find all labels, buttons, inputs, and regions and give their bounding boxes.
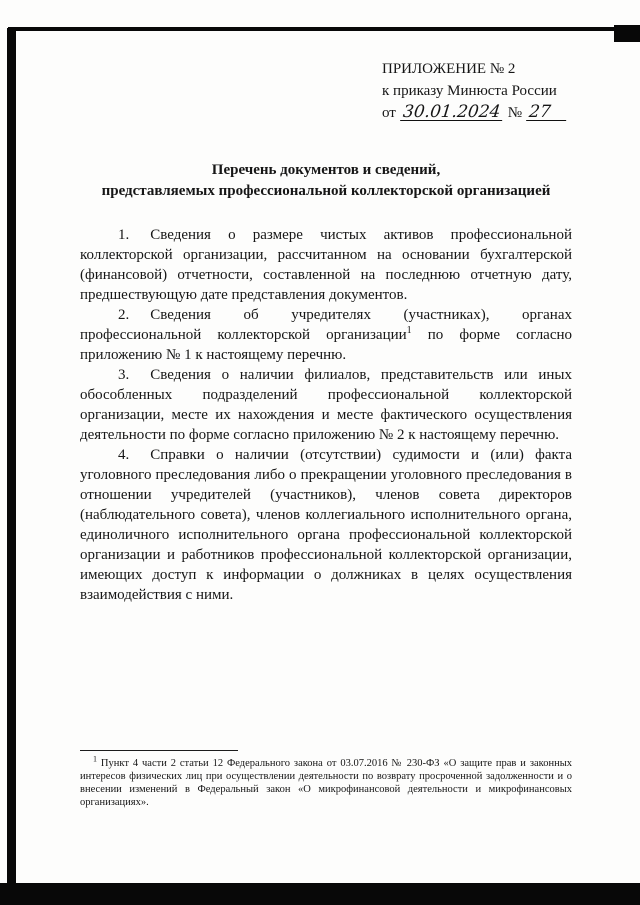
scan-edge-top [8, 27, 640, 31]
appendix-header-line2: к приказу Минюста России [382, 83, 557, 99]
footnote-text [80, 754, 573, 809]
footnote-block [80, 750, 572, 809]
footnote-reference-mark: 1 [406, 325, 412, 336]
paragraph-3-text: Сведения о наличии филиалов, представительств или иных обособленных подразделений профессиональной коллекторской организации, месте их нахождения и месте фактического осуществления деятельности по форме согласно приложению № 2 к настоящему перечню. [80, 367, 572, 443]
paragraph-2-number: 2. [118, 307, 130, 323]
scan-edge-bottom [0, 883, 640, 905]
handwritten-number: 27 [526, 104, 567, 121]
paragraph-2-text-after: по форме согласно приложению № 1 к настоящему перечню. [80, 327, 573, 363]
paragraph-1 [80, 225, 572, 305]
paragraph-3 [80, 365, 572, 445]
paragraph-1-text: Сведения о размере чистых активов профессиональной коллекторской организации, рассчитанном на основании бухгалтерской (финансовой) отчетности, составленной на последнюю отчетную дату, предшествующую дате представления документов. [80, 227, 572, 303]
date-prefix-label: от [382, 105, 396, 121]
footnote-separator-rule [80, 750, 238, 751]
document-title-line2: представляемых профессиональной коллекторской организацией [101, 183, 551, 199]
paragraph-4 [80, 445, 572, 605]
appendix-header [382, 58, 572, 124]
paragraph-2 [80, 305, 572, 365]
paragraph-3-number: 3. [118, 367, 130, 383]
number-sign-label: № [507, 105, 523, 121]
paragraph-2-text-before: Сведения об учредителях (участниках), органах профессиональной коллекторской организации [80, 307, 572, 343]
document-title [80, 160, 572, 202]
scan-edge-left [7, 28, 16, 905]
scan-corner-top-right [614, 25, 640, 42]
footnote-body: Пункт 4 части 2 статьи 12 Федерального закона от 03.07.2016 № 230-ФЗ «О защите прав и законных интересов физических лиц при осуществлении деятельности по возврату просроченной задолженности и о внесении изменений в Федеральный закон «О микрофинансовой деятельности и микрофинансовых организациях». [80, 758, 573, 808]
document-title-line1: Перечень документов и сведений, [211, 162, 441, 178]
document-content [80, 58, 572, 605]
footnote-number: 1 [93, 754, 97, 764]
paragraph-list [80, 225, 572, 605]
appendix-header-line1: ПРИЛОЖЕНИЕ № 2 [382, 61, 516, 77]
handwritten-date: 30.01.2024 [400, 104, 504, 121]
paragraph-1-number: 1. [118, 227, 130, 243]
paragraph-4-text: Справки о наличии (отсутствии) судимости и (или) факта уголовного преследования либо о прекращении уголовного преследования в отношении учредителей (участников), членов совета директоров (наблюдательного совета), членов коллегиального исполнительного органа, единоличного исполнительного органа профессиональной коллекторской организации и работников профессиональной коллекторской организации, имеющих доступ к информации о должниках в целях осуществления взаимодействия с ними. [80, 447, 572, 603]
appendix-header-line3 [382, 102, 572, 124]
paragraph-4-number: 4. [118, 447, 130, 463]
